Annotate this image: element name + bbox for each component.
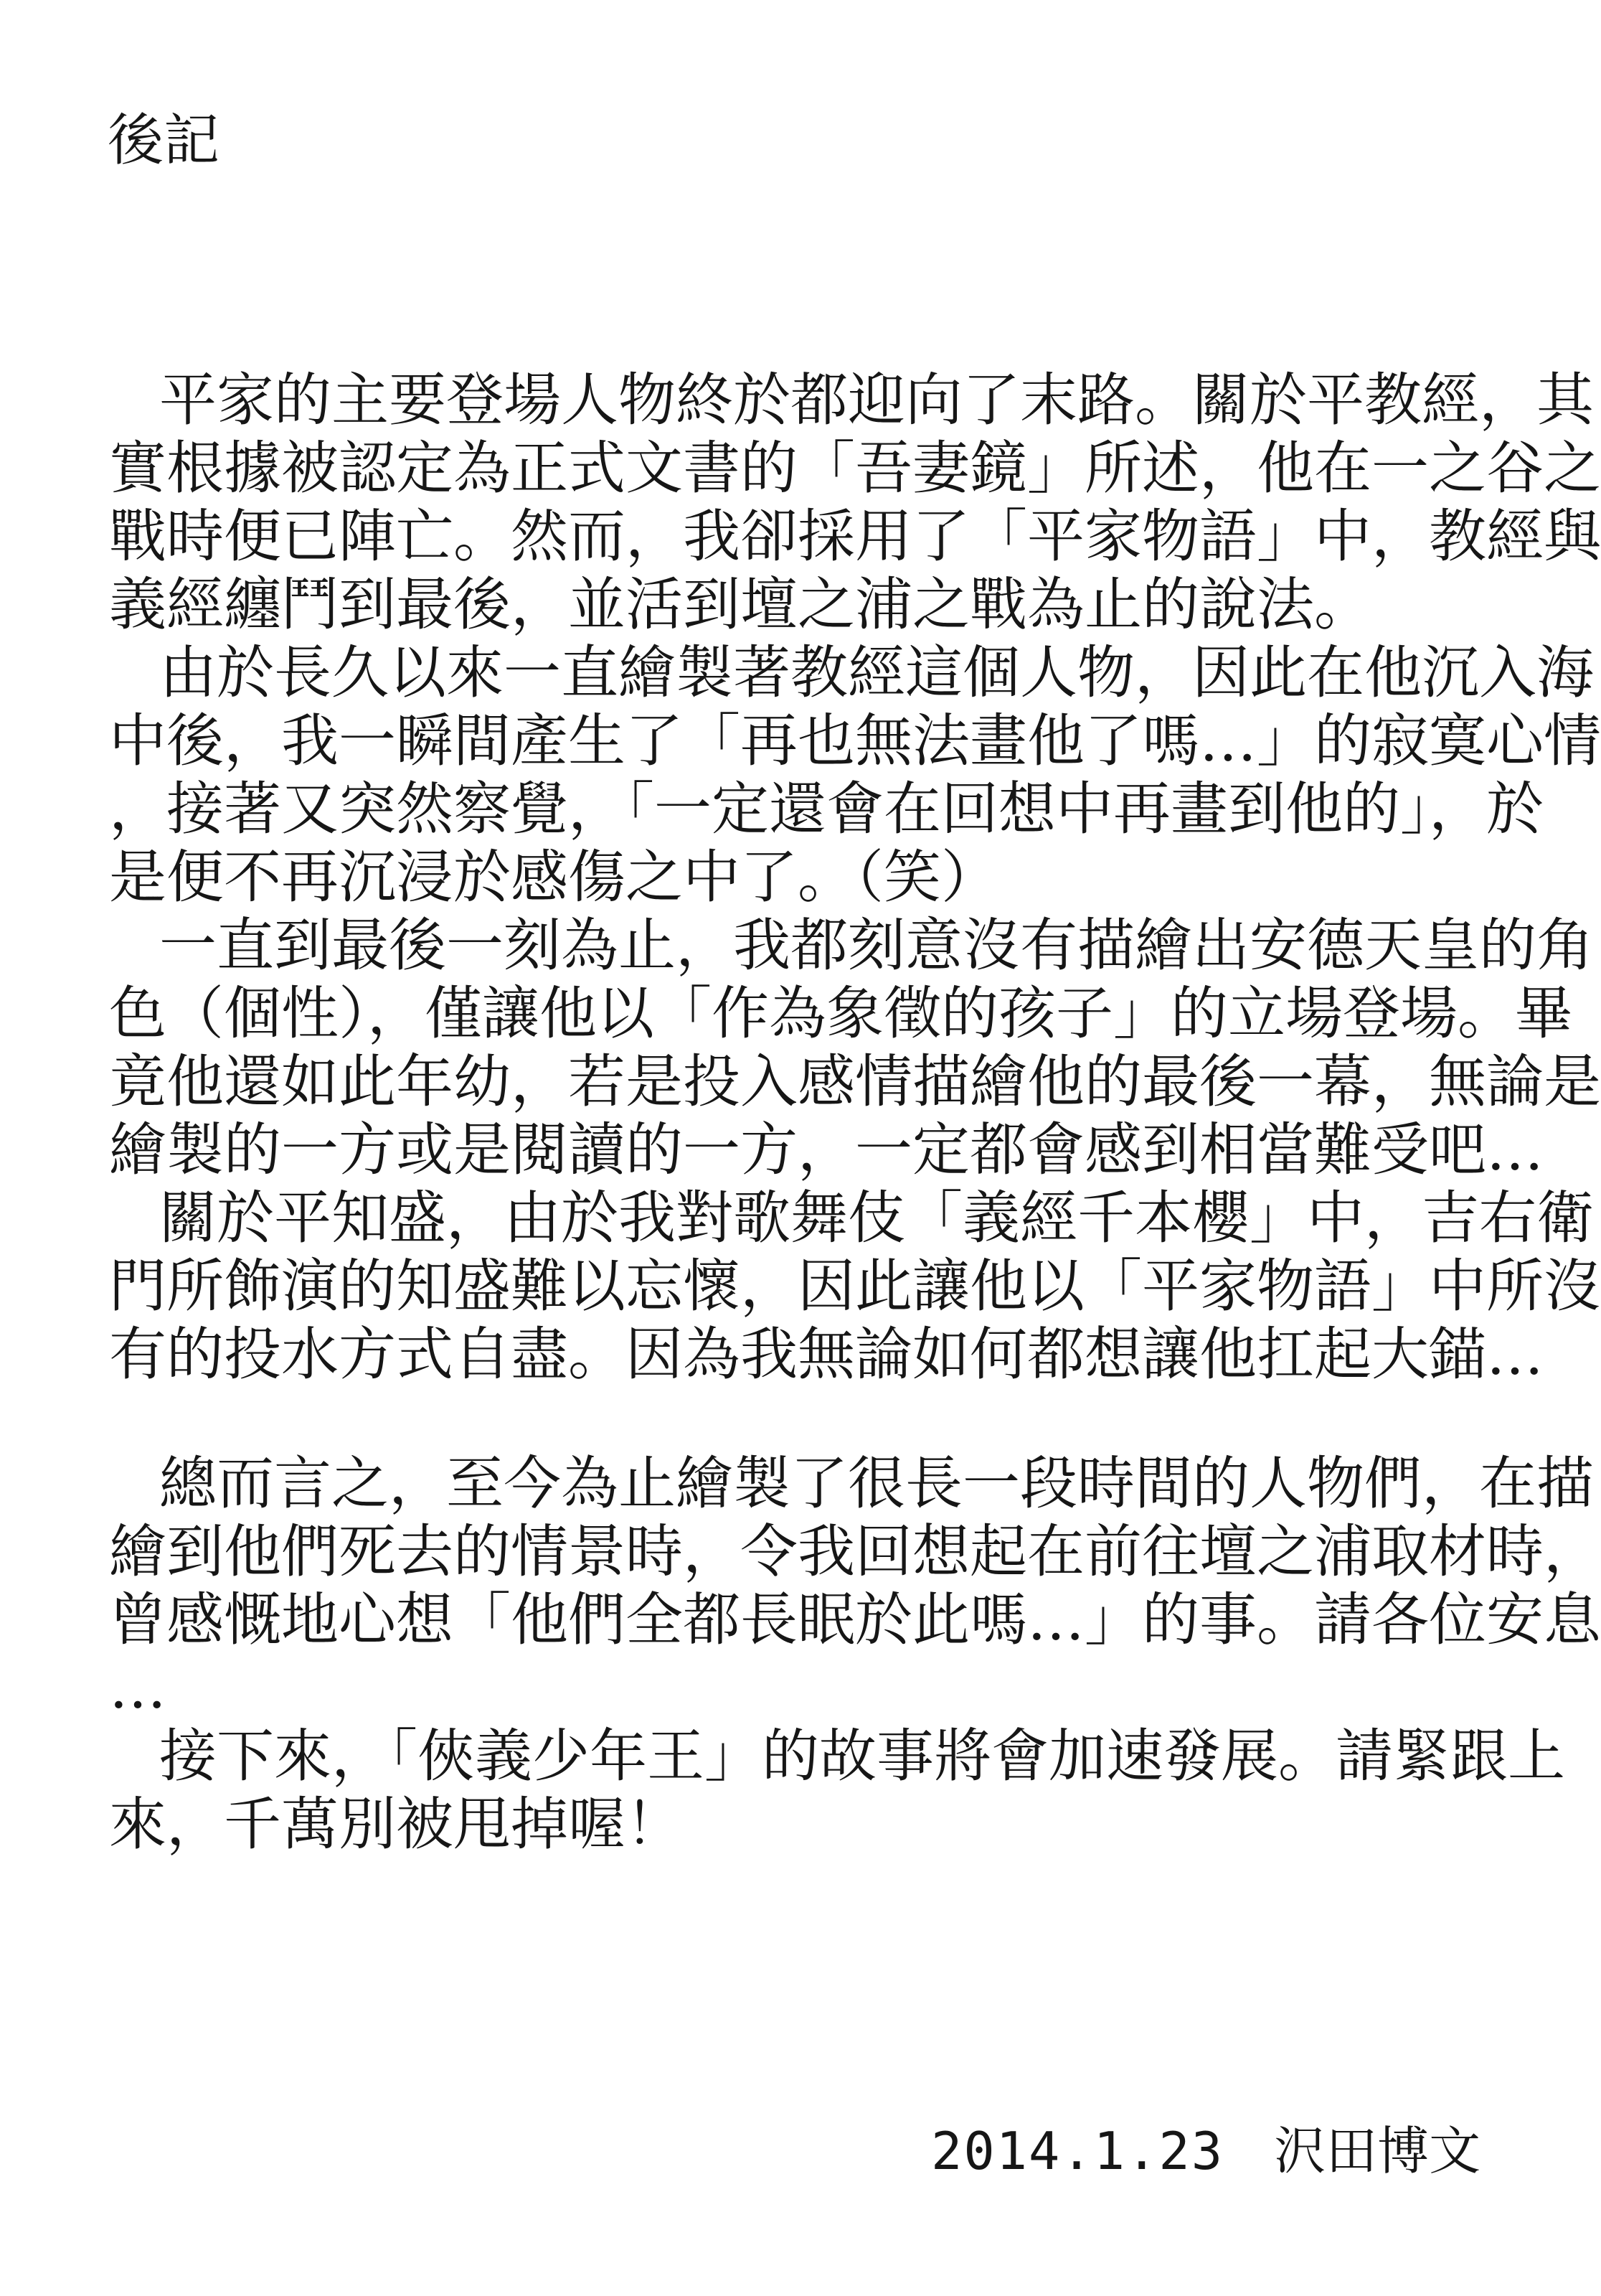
paragraph-3-line-4: 繪製的一方或是閱讀的一方，一定都會感到相當難受吧…	[109, 1116, 1544, 1183]
paragraph-2-line-4: 是便不再沉浸於感傷之中了。（笑）	[109, 844, 998, 911]
signature-date: 2014.1.23	[931, 2121, 1224, 2181]
paragraph-4-line-2: 門所飾演的知盛難以忘懷，因此讓他以「平家物語」中所沒	[109, 1253, 1601, 1319]
paragraph-3-line-2: 色（個性），僅讓他以「作為象徵的孩子」的立場登場。畢	[109, 980, 1572, 1047]
signature-author: 沢田博文	[1274, 2121, 1481, 2181]
paragraph-6-line-1: 接下來，「俠義少年王」的故事將會加速發展。請緊跟上	[159, 1723, 1565, 1789]
paragraph-2-line-3: ，接著又突然察覺，「一定還會在回想中再畫到他的」，於	[109, 776, 1544, 842]
paragraph-1-line-1: 平家的主要登場人物終於都迎向了末路。關於平教經，其	[159, 367, 1594, 433]
paragraph-5-line-2: 繪到他們死去的情景時，令我回想起在前往壇之浦取材時，	[109, 1518, 1601, 1585]
paragraph-5-line-3: 曾感慨地心想「他們全都長眠於此嗎…」的事。請各位安息	[109, 1586, 1601, 1653]
signature	[931, 2117, 1480, 2186]
paragraph-5-line-4: …	[109, 1655, 166, 1721]
paragraph-1-line-2: 實根據被認定為正式文書的「吾妻鏡」所述，他在一之谷之	[109, 435, 1601, 502]
paragraph-3-line-1: 一直到最後一刻為止，我都刻意沒有描繪出安德天皇的角	[159, 912, 1594, 979]
paragraph-1-line-3: 戰時便已陣亡。然而，我卻採用了「平家物語」中，教經與	[109, 503, 1601, 570]
paragraph-5-line-1: 總而言之，至今為止繪製了很長一段時間的人物們，在描	[159, 1450, 1594, 1517]
paragraph-2-line-2: 中後，我一瞬間產生了「再也無法畫他了嗎…」的寂寞心情	[109, 707, 1601, 774]
page-title: 後記	[108, 108, 220, 173]
paragraph-3-line-3: 竟他還如此年幼，若是投入感情描繪他的最後一幕，無論是	[109, 1048, 1601, 1115]
paragraph-1-line-4: 義經纏鬥到最後，並活到壇之浦之戰為止的說法。	[109, 571, 1371, 638]
paragraph-4-line-3: 有的投水方式自盡。因為我無論如何都想讓他扛起大錨…	[109, 1321, 1544, 1388]
paragraph-4-line-1: 關於平知盛，由於我對歌舞伎「義經千本櫻」中，吉右衛	[159, 1185, 1594, 1251]
paragraph-6-line-2: 來，千萬別被甩掉喔！	[109, 1791, 683, 1858]
paragraph-2-line-1: 由於長久以來一直繪製著教經這個人物，因此在他沉入海	[159, 639, 1594, 706]
